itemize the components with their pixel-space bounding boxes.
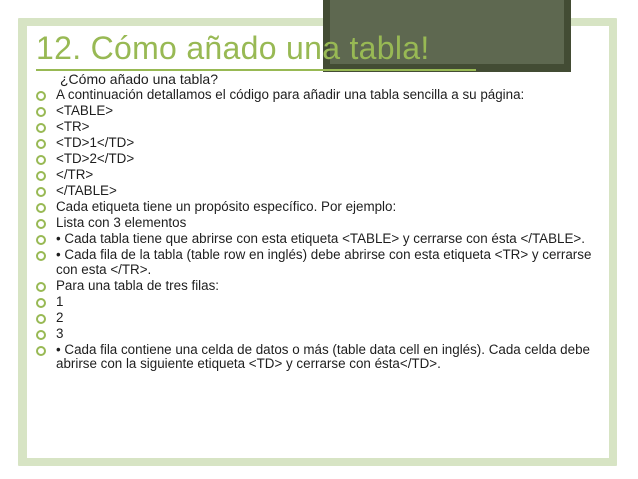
list-item-text: A continuación detallamos el código para añadir una tabla sencilla a su página: [56,87,525,102]
bullet-icon [36,107,46,117]
bullet-icon [36,171,46,181]
bullet-icon [36,314,46,324]
list-item-text: <TD>2</TD> [56,151,135,166]
bullet-icon [36,235,46,245]
bullet-icon [36,91,46,101]
slide-title: 12. Cómo añado una tabla! [36,30,430,66]
list-item [36,104,601,119]
bullet-icon [36,346,46,356]
bullet-icon [36,251,46,261]
list-item-text: • Cada fila de la tabla (table row en inglés) debe abrirse con esta etiqueta <TR> y cerrarse con esta </TR>. [56,247,592,277]
list-item-text: 3 [56,325,64,341]
bullet-icon [36,298,46,308]
list-item [36,248,601,277]
list-item [36,168,601,183]
list-item [36,120,601,135]
list-item [36,232,601,247]
bullet-icon [36,155,46,165]
list-item-text: <TABLE> [56,103,114,118]
bullet-icon [36,187,46,197]
list-item-text: Cada etiqueta tiene un propósito específico. Por ejemplo: [56,199,397,214]
list-item [36,88,601,103]
list-item-text: </TABLE> [56,183,117,198]
list-item [36,295,601,310]
bullet-icon [36,330,46,340]
list-item-text: Para una tabla de tres filas: [56,277,220,293]
list-item-text: </TR> [56,167,94,182]
list-item [36,136,601,151]
bullet-icon [36,282,46,292]
list-item [36,200,601,215]
list-item [36,343,601,372]
list-item-text: <TD>1</TD> [56,135,135,150]
list-item-text: 2 [56,309,64,325]
list-item [36,152,601,167]
list-item-text: • Cada fila contiene una celda de datos o más (table data cell en inglés). Cada celda debe abrirse con la siguiente etiqueta <TD> y cerrarse con ésta</TD>. [56,341,590,371]
list-item [36,279,601,294]
list-item-text: <TR> [56,119,90,134]
list-item-text: Lista con 3 elementos [56,215,187,230]
bullet-icon [36,203,46,213]
list-item-text: • Cada tabla tiene que abrirse con esta etiqueta <TABLE> y cerrarse con ésta </TABLE>. [56,231,585,246]
list-item [36,184,601,199]
list-item [36,216,601,231]
bullet-icon [36,219,46,229]
bullet-icon [36,139,46,149]
bullet-list [36,88,601,372]
list-item-text: 1 [56,293,64,309]
list-item [36,327,601,342]
slide-subtitle: ¿Cómo añado una tabla? [60,71,218,87]
list-item [36,311,601,326]
bullet-icon [36,123,46,133]
